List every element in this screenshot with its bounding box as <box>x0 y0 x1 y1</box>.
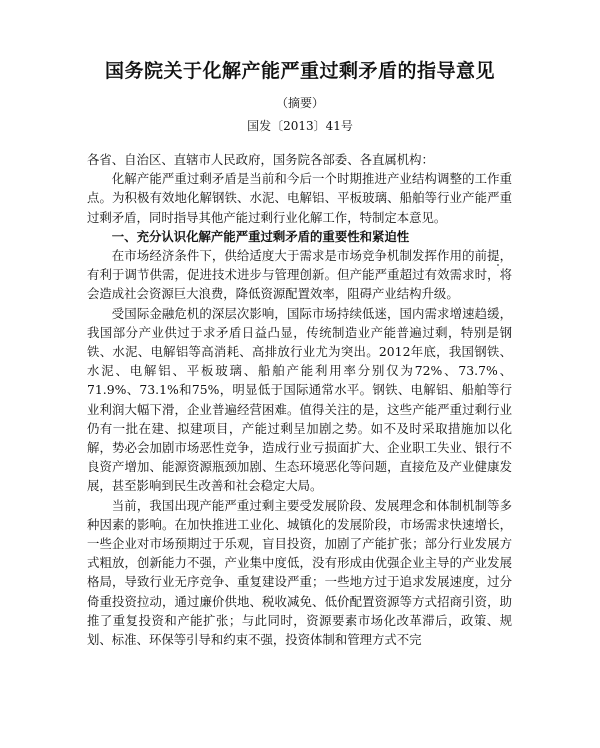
body-paragraph: 受国际金融危机的深层次影响，国际市场持续低迷，国内需求增速趋缓，我国部分产业供过于求矛盾日益凸显，传统制造业产能普遍过剩，特别是钢铁、水泥、电解铝等高消耗、高排放行业尤为突出。2012年底，我国钢铁、水泥、电解铝、平板玻璃、船舶产能利用率分别仅为72%、73.7%、71.9%、73.1%和75%，明显低于国际通常水平。钢铁、电解铝、船舶等行业利润大幅下滑，企业普遍经营困难。值得关注的是，这些产能严重过剩行业仍有一批在建、拟建项目，产能过剩呈加剧之势。如不及时采取措施加以化解，势必会加剧市场恶性竞争，造成行业亏损面扩大、企业职工失业、银行不良资产增加、能源资源瓶颈加剧、生态环境恶化等问题，直接危及产业健康发展，甚至影响到民生改善和社会稳定大局。 <box>87 305 512 494</box>
intro-paragraph: 化解产能严重过剩矛盾是当前和今后一个时期推进产业结构调整的工作重点。为积极有效地化解钢铁、水泥、电解铝、平板玻璃、船舶等行业产能严重过剩矛盾，同时指导其他产能过剩行业化解工作，特制定本意见。 <box>87 171 512 225</box>
document-number: 国发〔2013〕41号 <box>247 119 353 133</box>
body-paragraph: 当前，我国出现产能严重过剩主要受发展阶段、发展理念和体制机制等多种因素的影响。在加快推进工业化、城镇化的发展阶段，市场需求快速增长，一些企业对市场预期过于乐观，盲目投资，加剧了产能扩张；部分行业发展方式粗放，创新能力不强，产业集中度低，没有形成由优强企业主导的产业发展格局，导致行业无序竞争、重复建设严重；一些地方过于追求发展速度，过分倚重投资拉动，通过廉价供地、税收减免、低价配置资源等方式招商引资，助推了重复投资和产能扩张；与此同时，资源要素市场化改革滞后，政策、规划、标准、环保等引导和约束不强，投资体制和管理方式不完 <box>87 497 512 648</box>
addressee-line: 各省、自治区、直辖市人民政府，国务院各部委、各直属机构： <box>87 152 434 167</box>
scan-speck <box>497 264 499 266</box>
document-title: 国务院关于化解产能严重过剩矛盾的指导意见 <box>104 60 495 82</box>
document-subtitle: （摘要） <box>275 96 324 110</box>
section-heading: 一、充分认识化解产能严重过剩矛盾的重要性和紧迫性 <box>111 228 410 244</box>
document-body <box>87 150 512 649</box>
body-paragraph: 在市场经济条件下，供给适度大于需求是市场竞争机制发挥作用的前提，有利于调节供需，促进技术进步与管理创新。但产能严重超过有效需求时，将会造成社会资源巨大浪费，降低资源配置效率，阻碍产业结构升级。 <box>87 248 512 302</box>
